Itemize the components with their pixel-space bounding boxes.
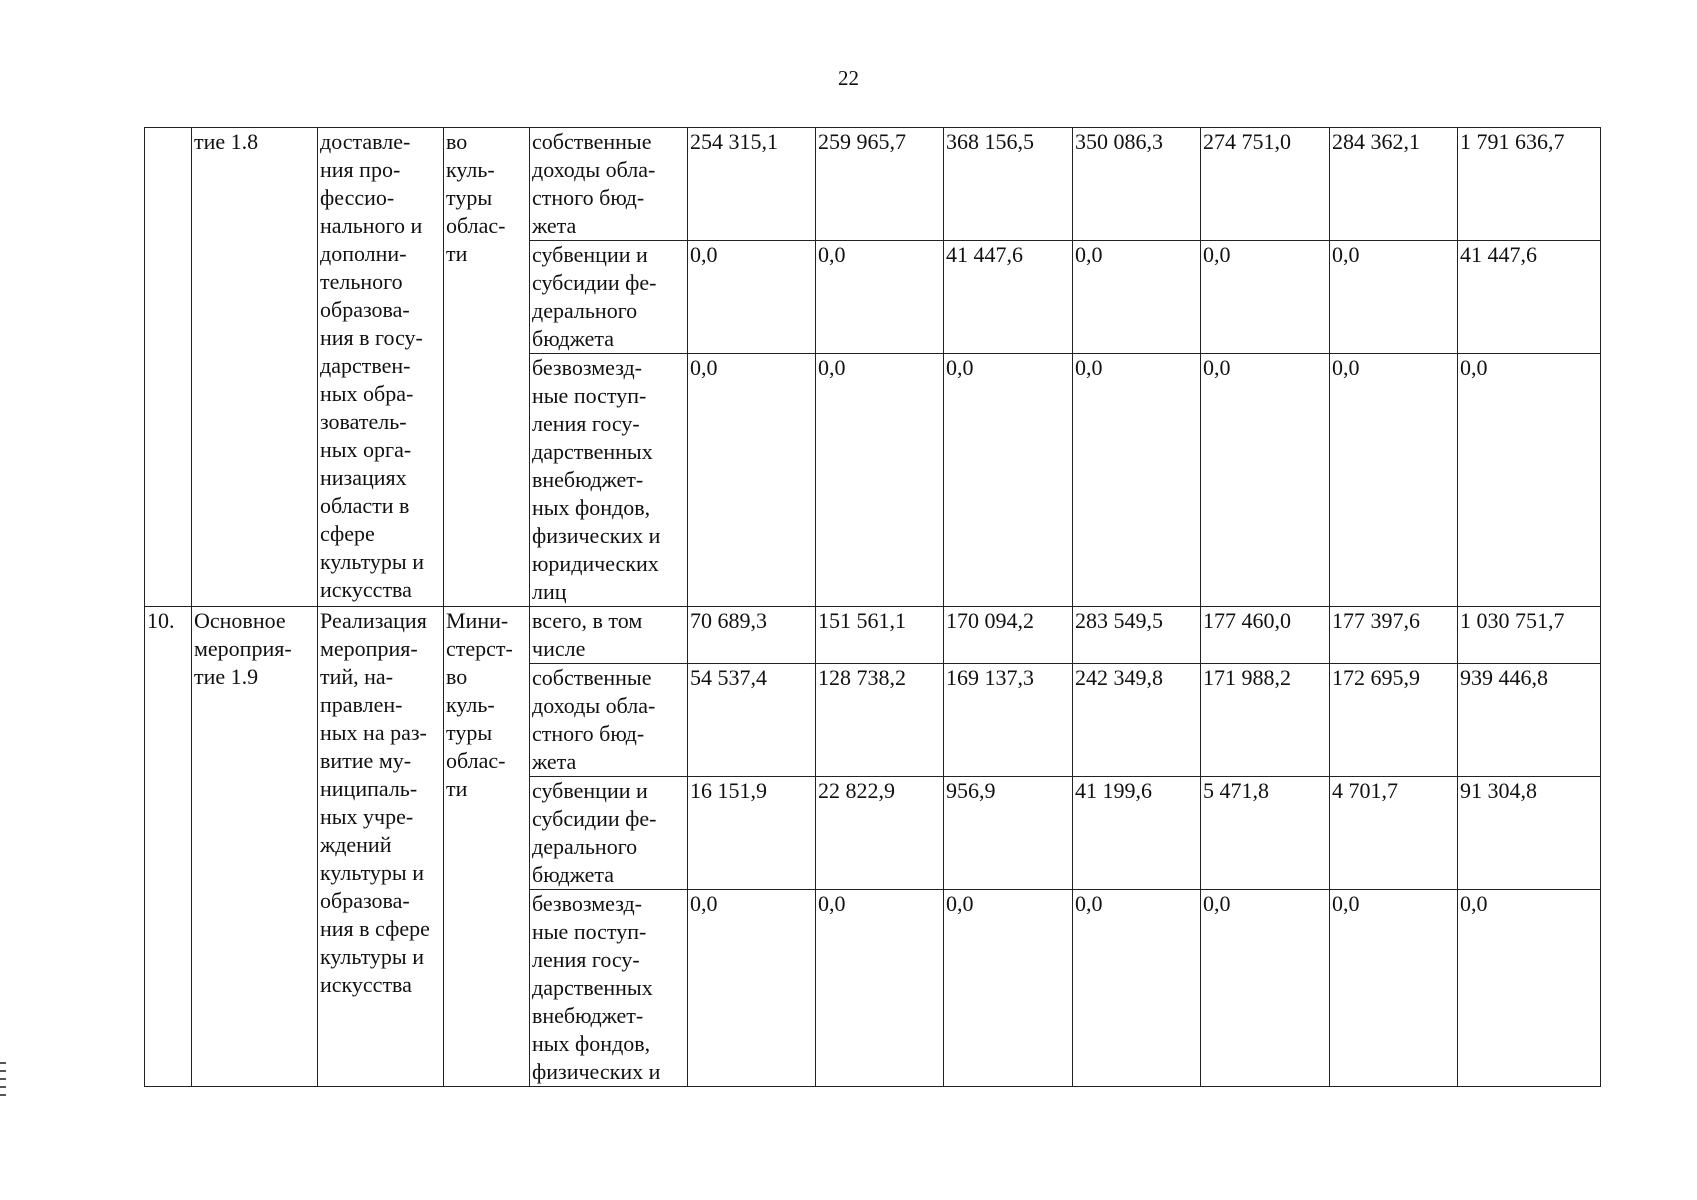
value-cell: 274 751,0 bbox=[1201, 128, 1330, 241]
value-cell: 169 137,3 bbox=[944, 664, 1073, 777]
value-cell: 177 397,6 bbox=[1330, 607, 1458, 664]
row-number-cell: 10. bbox=[145, 607, 192, 1087]
value-cell: 0,0 bbox=[1073, 354, 1201, 607]
value-cell: 0,0 bbox=[816, 890, 944, 1087]
total-cell: 939 446,8 bbox=[1458, 664, 1601, 777]
total-cell: 41 447,6 bbox=[1458, 241, 1601, 354]
value-cell: 0,0 bbox=[1073, 241, 1201, 354]
value-cell: 4 701,7 bbox=[1330, 777, 1458, 890]
total-cell: 0,0 bbox=[1458, 354, 1601, 607]
budget-table bbox=[144, 127, 1601, 1087]
funding-source-cell: собственные доходы обла- стного бюд- жета bbox=[530, 128, 688, 241]
value-cell: 41 447,6 bbox=[944, 241, 1073, 354]
value-cell: 0,0 bbox=[816, 354, 944, 607]
value-cell: 0,0 bbox=[688, 241, 816, 354]
value-cell: 128 738,2 bbox=[816, 664, 944, 777]
row-number-cell bbox=[145, 128, 192, 607]
total-cell: 91 304,8 bbox=[1458, 777, 1601, 890]
page-number: 22 bbox=[838, 66, 859, 90]
value-cell: 284 362,1 bbox=[1330, 128, 1458, 241]
value-cell: 956,9 bbox=[944, 777, 1073, 890]
value-cell: 0,0 bbox=[1201, 354, 1330, 607]
table-row bbox=[145, 607, 1601, 664]
value-cell: 0,0 bbox=[816, 241, 944, 354]
funding-source-cell: всего, в том числе bbox=[530, 607, 688, 664]
value-cell: 177 460,0 bbox=[1201, 607, 1330, 664]
funding-source-cell: безвозмезд- ные поступ- ления госу- дарственных внебюджет- ных фондов, физических и bbox=[530, 890, 688, 1087]
value-cell: 283 549,5 bbox=[1073, 607, 1201, 664]
value-cell: 5 471,8 bbox=[1201, 777, 1330, 890]
executor-cell: во куль- туры облас- ти bbox=[444, 128, 530, 607]
table-row bbox=[145, 128, 1601, 241]
value-cell: 170 094,2 bbox=[944, 607, 1073, 664]
funding-source-cell: безвозмезд- ные поступ- ления госу- дарственных внебюджет- ных фондов, физических и юридических лиц bbox=[530, 354, 688, 607]
value-cell: 0,0 bbox=[944, 890, 1073, 1087]
value-cell: 0,0 bbox=[1201, 241, 1330, 354]
value-cell: 171 988,2 bbox=[1201, 664, 1330, 777]
value-cell: 350 086,3 bbox=[1073, 128, 1201, 241]
value-cell: 16 151,9 bbox=[688, 777, 816, 890]
funding-source-cell: собственные доходы обла- стного бюд- жета bbox=[530, 664, 688, 777]
value-cell: 41 199,6 bbox=[1073, 777, 1201, 890]
value-cell: 151 561,1 bbox=[816, 607, 944, 664]
value-cell: 172 695,9 bbox=[1330, 664, 1458, 777]
total-cell: 1 030 751,7 bbox=[1458, 607, 1601, 664]
value-cell: 0,0 bbox=[688, 354, 816, 607]
scan-edge-marks bbox=[0, 1062, 6, 1102]
total-cell: 1 791 636,7 bbox=[1458, 128, 1601, 241]
activity-name-cell: доставле- ния про- фессио- нального и дополни- тельного образова- ния в госу- дарствен- ных обра- зователь- ных орга- низациях области в сфере культуры и искусства bbox=[318, 128, 444, 607]
funding-source-cell: субвенции и субсидии фе- дерального бюджета bbox=[530, 241, 688, 354]
value-cell: 0,0 bbox=[688, 890, 816, 1087]
value-cell: 254 315,1 bbox=[688, 128, 816, 241]
value-cell: 22 822,9 bbox=[816, 777, 944, 890]
value-cell: 259 965,7 bbox=[816, 128, 944, 241]
value-cell: 242 349,8 bbox=[1073, 664, 1201, 777]
funding-source-cell: субвенции и субсидии фе- дерального бюджета bbox=[530, 777, 688, 890]
activity-cell: Основное мероприя- тие 1.9 bbox=[192, 607, 318, 1087]
activity-cell: тие 1.8 bbox=[192, 128, 318, 607]
value-cell: 0,0 bbox=[944, 354, 1073, 607]
value-cell: 0,0 bbox=[1201, 890, 1330, 1087]
executor-cell: Мини- стерст- во куль- туры облас- ти bbox=[444, 607, 530, 1087]
total-cell: 0,0 bbox=[1458, 890, 1601, 1087]
value-cell: 368 156,5 bbox=[944, 128, 1073, 241]
value-cell: 70 689,3 bbox=[688, 607, 816, 664]
value-cell: 0,0 bbox=[1330, 890, 1458, 1087]
value-cell: 0,0 bbox=[1330, 241, 1458, 354]
activity-name-cell: Реализация мероприя- тий, на- правлен- ных на раз- витие му- ниципаль- ных учре- ждений культуры и образова- ния в сфере культуры и искусства bbox=[318, 607, 444, 1087]
value-cell: 54 537,4 bbox=[688, 664, 816, 777]
value-cell: 0,0 bbox=[1073, 890, 1201, 1087]
value-cell: 0,0 bbox=[1330, 354, 1458, 607]
